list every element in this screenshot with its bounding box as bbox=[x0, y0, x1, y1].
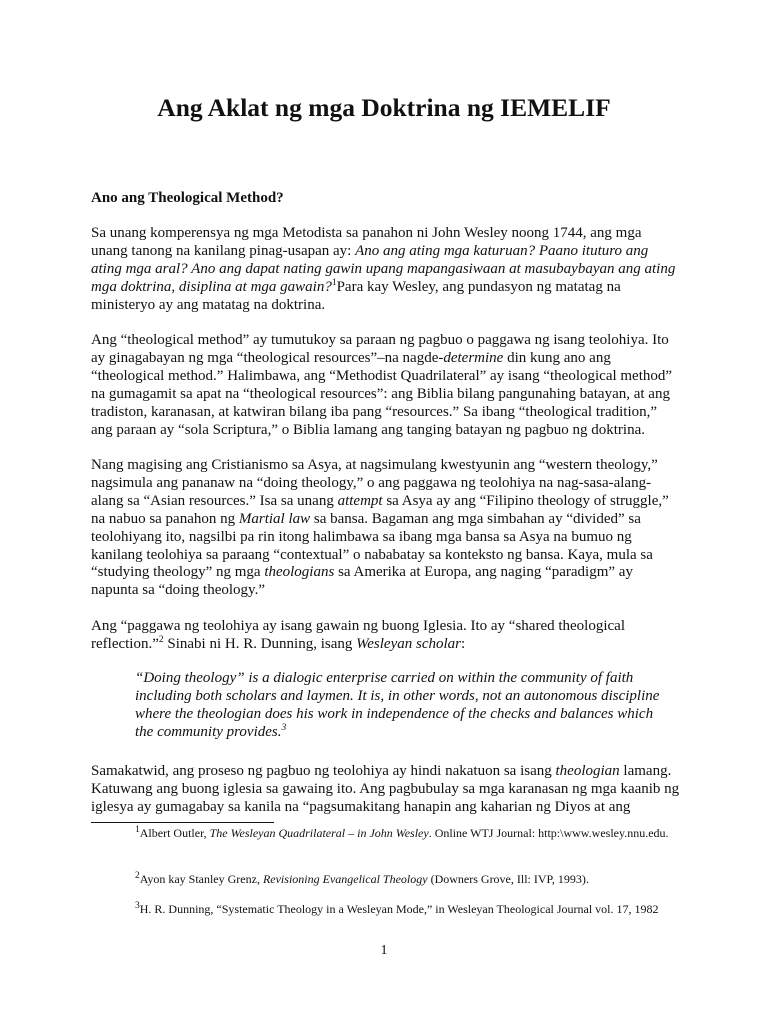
footnote-2 bbox=[91, 869, 681, 889]
footnote-ref-1: 1 bbox=[331, 277, 337, 288]
paragraph-1-questions: Ano ang ating mga katuruan? Paano ituturo ang ating mga aral? Ano ang dapat nating gawin upang mapangasiwaan at masubaybayan ang ating mga doktrina, disiplina at mga gawain? bbox=[91, 242, 676, 295]
paragraph-5-italic-theologian: theologian bbox=[555, 763, 620, 779]
footnote-3 bbox=[91, 899, 681, 919]
paragraph-5-text-c: lamang. Katuwang ang buong iglesia sa gawaing ito. Ang pagbubulay sa mga karanasan ng mga kaanib ng iglesya ay gumagabay sa kanila na “pagsumakitang hanapin ang kaharian ng Diyos at ang bbox=[91, 763, 680, 815]
footnote-ref-2: 2 bbox=[158, 634, 164, 645]
paragraph-4-text-a: Ang “paggawa ng teolohiya ay isang gawain ng buong Iglesia. Ito ay “shared theological reflection.” bbox=[91, 618, 626, 652]
footnote-1-title: The Wesleyan Quadrilateral – in John Wesley bbox=[209, 826, 429, 840]
footnote-2-text-a: Ayon kay Stanley Grenz, bbox=[139, 872, 263, 886]
footnote-3-text-a: H. R. Dunning, “Systematic Theology in a Wesleyan Mode,” in Wesleyan Theological Journal vol. 17, 1982 bbox=[139, 902, 659, 916]
footnote-2-text-c: (Downers Grove, Ill: IVP, 1993). bbox=[427, 872, 589, 886]
block-quote-text: “Doing theology” is a dialogic enterprise carried on within the community of faith including both scholars and laymen. It is, in other words, not an autonomous discipline where the theologian does his work in independence of the checks and balances which the community provides. bbox=[135, 670, 660, 740]
section-heading: Ano ang Theological Method? bbox=[91, 190, 284, 206]
paragraph-3-text-a: Nang magising ang Cristianismo sa Asya, at nagsimulang kwestyunin ang “western theology,” nagsimula ang pananaw na “doing theology,” o ang paggawa ng teolohiya na nag-sasa-alang-alang sa “Asian resources.” Isa sa unang bbox=[91, 457, 658, 509]
paragraph-3-italic-theologians: theologians bbox=[264, 564, 335, 581]
paragraph-4 bbox=[91, 618, 681, 654]
footnote-1 bbox=[91, 823, 681, 843]
paragraph-1-text-a: Sa unang komperensya ng mga Metodista sa panahon ni John Wesley noong 1744, ang mga unang tanong na kanilang pinag-usapan ay: bbox=[91, 225, 642, 259]
footnote-1-number: 1 bbox=[135, 825, 140, 835]
footnote-2-number: 2 bbox=[135, 871, 140, 881]
block-quote bbox=[135, 670, 675, 742]
paragraph-2-text-c: din kung ano ang “theological method.” Halimbawa, ang “Methodist Quadrilateral” ay isang “theological method” na gumagamit sa apat na “theological resources”: ang Biblia bilang pangunahing batayan, at ang tradiston, karanasan, at katwiran bilang iba pang “resources.” Sa ibang “theological tradition,” ang paraan ay “sola Scriptura,” o Biblia lamang ang tanging batayan ng pagbuo ng doktrina. bbox=[91, 349, 673, 438]
paragraph-3-text-c: sa Asya ay ang “Filipino theology of struggle,” na nabuo sa panahon ng bbox=[91, 492, 669, 527]
footnote-ref-3: 3 bbox=[281, 722, 287, 733]
footnote-1-text-c: . Online WTJ Journal: http:\www.wesley.nnu.edu. bbox=[428, 826, 669, 840]
footnote-2-title: Revisioning Evangelical Theology bbox=[262, 872, 428, 886]
page-number: 1 bbox=[380, 943, 388, 958]
paragraph-5 bbox=[91, 763, 681, 817]
footnote-3-number: 3 bbox=[135, 901, 140, 911]
paragraph-4-text-b: Sinabi ni H. R. Dunning, isang bbox=[163, 635, 357, 652]
paragraph-4-italic-scholar: Wesleyan scholar bbox=[356, 635, 461, 652]
paragraph-1 bbox=[91, 225, 681, 315]
paragraph-3-text-e: sa bansa. Bagaman ang mga simbahan ay “divided” sa teolohiyang ito, nagsilbi pa rin itong halimbawa sa ibang mga bansa sa Asya na bumuo ng kanilang teolohiya sa paraang “contextual” o nababatay sa konteksto ng bansa. Kaya, mula sa “studying theology” ng mga bbox=[91, 510, 653, 581]
paragraph-4-text-d: : bbox=[461, 635, 466, 652]
paragraph-2-text-a: Ang “theological method” ay tumutukoy sa paraan ng pagbuo o paggawa ng isang teolohiya. Ito ay ginagabayan ng mga “theological resources”–na nagde- bbox=[91, 332, 669, 366]
paragraph-3-italic-attempt: attempt bbox=[337, 492, 383, 509]
paragraph-2-italic-determine: determine bbox=[443, 349, 504, 366]
paragraph-3-italic-martial-law: Martial law bbox=[238, 510, 311, 527]
page-title: Ang Aklat ng mga Doktrina ng IEMELIF bbox=[157, 93, 611, 122]
paragraph-5-text-a: Samakatwid, ang proseso ng pagbuo ng teolohiya ay hindi nakatuon sa isang bbox=[91, 763, 556, 779]
paragraph-3-text-g: sa Amerika at Europa, ang naging “paradigm” ay napunta sa “doing theology.” bbox=[91, 564, 633, 599]
footnote-1-text-a: Albert Outler, bbox=[139, 826, 210, 840]
paragraph-2 bbox=[91, 332, 681, 439]
paragraph-1-text-c: Para kay Wesley, ang pundasyon ng matatag na ministeryo ay ang matatag na doktrina. bbox=[91, 278, 621, 313]
paragraph-3 bbox=[91, 457, 681, 600]
